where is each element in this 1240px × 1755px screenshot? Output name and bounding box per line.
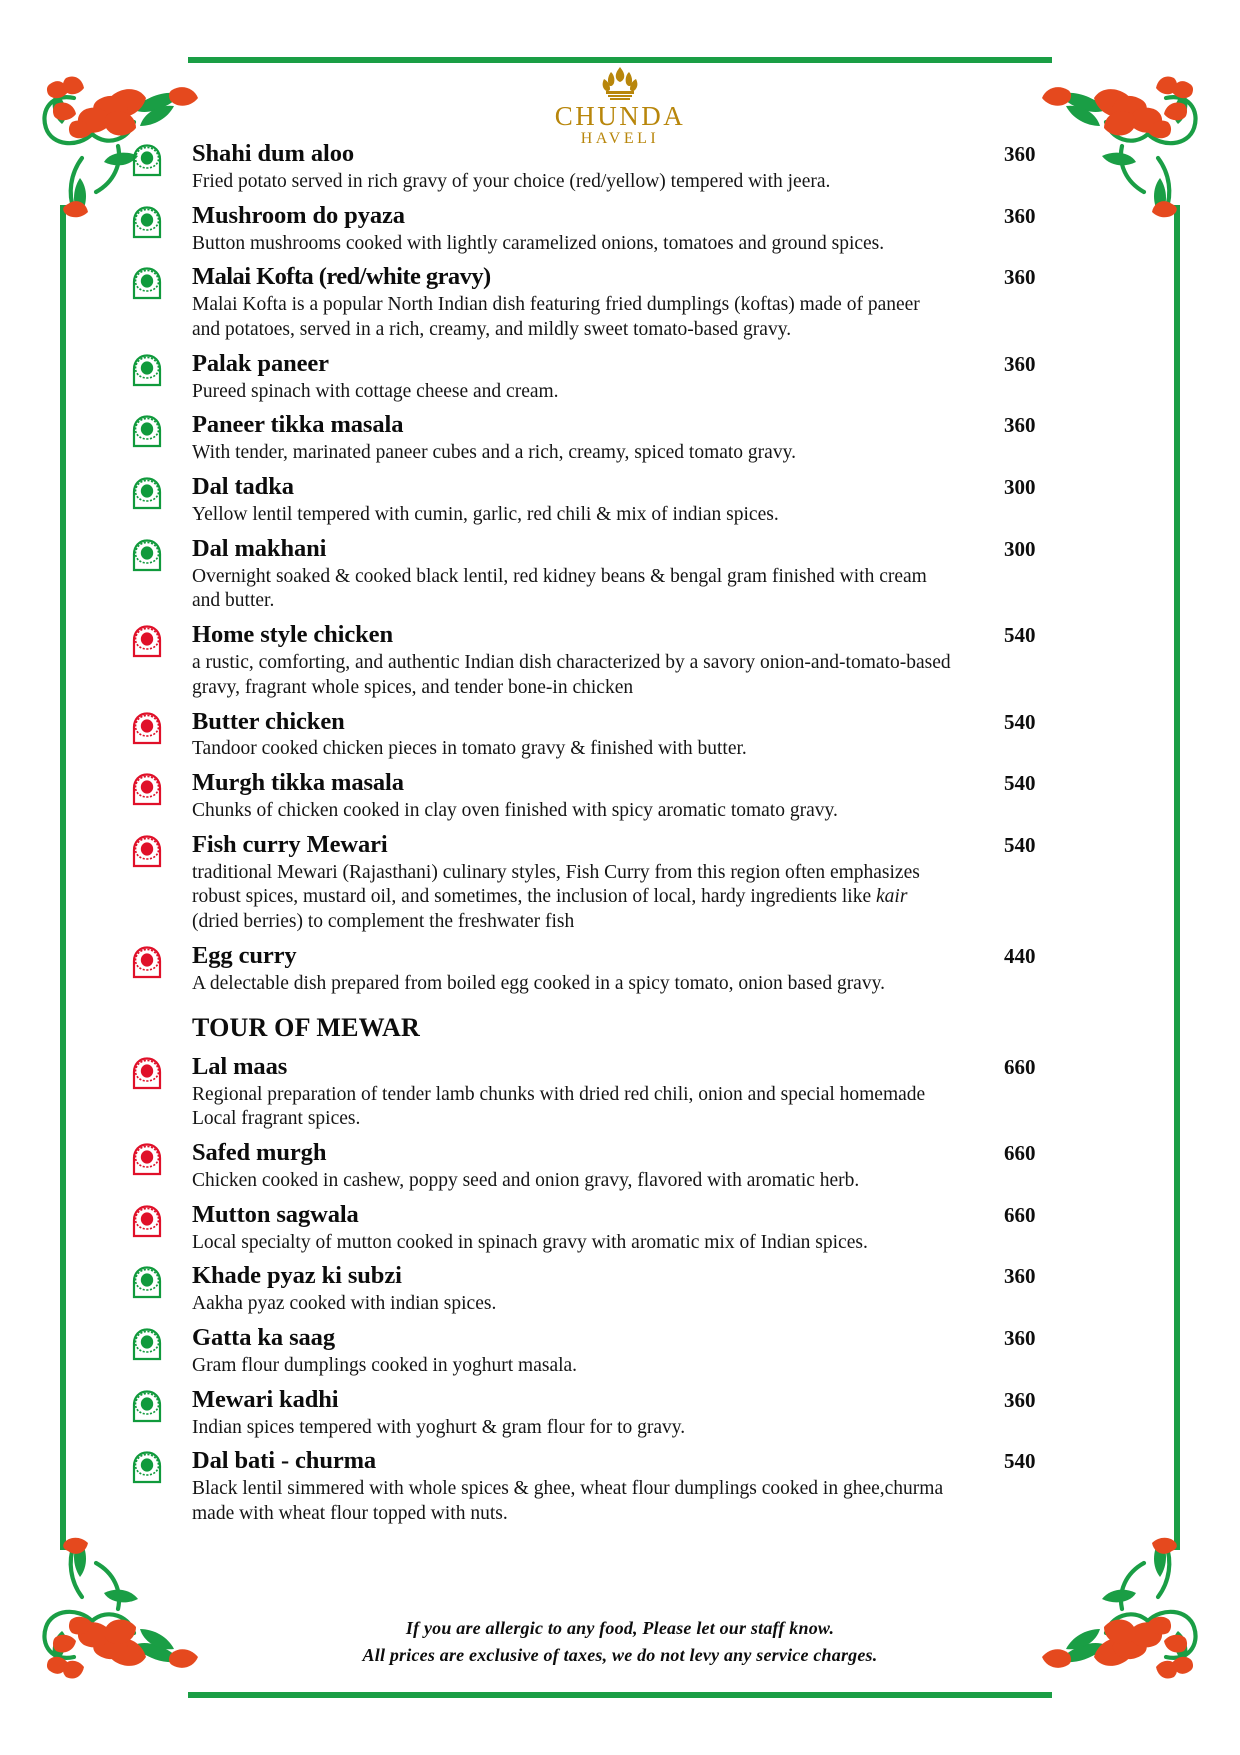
menu-item-price: 360 (1004, 1326, 1036, 1350)
menu-item[interactable] (130, 1324, 1090, 1379)
ornamental-crest-icon (597, 66, 643, 100)
menu-item-price: 360 (1004, 1264, 1036, 1289)
menu-item[interactable] (130, 769, 1090, 824)
menu-item-description: Local specialty of mutton cooked in spinach gravy with aromatic mix of Indian spices. (192, 1231, 868, 1253)
menu-item-name: Paneer tikka masala (192, 411, 404, 439)
veg-indicator-icon (130, 353, 164, 387)
menu-item-header (192, 535, 1090, 564)
menu-item-header (192, 1386, 1090, 1415)
menu-item[interactable] (130, 708, 1090, 763)
menu-item-description: Chicken cooked in cashew, poppy seed and onion gravy, flavored with aromatic herb. (192, 1169, 860, 1191)
menu-item-description: a rustic, comforting, and authentic Indian dish characterized by a savory onion-and-tomato-based gravy, fragrant whole spices, and tender bone-in chicken (192, 652, 951, 698)
menu-item-header (192, 1201, 1090, 1230)
menu-item-header (192, 621, 1090, 650)
non-veg-indicator-icon (130, 1142, 164, 1176)
menu-item-price: 360 (1004, 203, 1036, 228)
menu-item-header (192, 1324, 1090, 1353)
veg-indicator-icon (130, 414, 164, 448)
menu-item-price: 660 (1004, 1141, 1036, 1166)
menu-item-description: With tender, marinated paneer cubes and a rich, creamy, spiced tomato gravy. (192, 442, 796, 464)
veg-indicator-icon (130, 1450, 164, 1484)
veg-indicator-icon (130, 1265, 164, 1299)
menu-item-header (192, 411, 1090, 440)
menu-item-name: Malai Kofta (red/white gravy) (192, 263, 491, 291)
menu-item-description: Malai Kofta is a popular North Indian dish featuring fried dumplings (koftas) made of paneer and potatoes, served in a rich, creamy, and mildly sweet tomato-based gravy. (192, 294, 920, 340)
menu-item-name: Mutton sagwala (192, 1200, 359, 1228)
menu-item-price: 360 (1004, 351, 1036, 376)
menu-item[interactable] (130, 140, 1090, 195)
menu-item-name: Mewari kadhi (192, 1385, 339, 1413)
menu-item[interactable] (130, 263, 1090, 342)
menu-item[interactable] (130, 1139, 1090, 1194)
tax-notice: All prices are exclusive of taxes, we do not levy any service charges. (362, 1645, 878, 1665)
veg-indicator-icon (130, 205, 164, 239)
menu-item-header (192, 1053, 1090, 1082)
veg-indicator-icon (130, 476, 164, 510)
non-veg-indicator-icon (130, 1056, 164, 1090)
non-veg-indicator-icon (130, 834, 164, 868)
menu-item-price: 440 (1004, 943, 1036, 968)
menu-item[interactable] (130, 621, 1090, 700)
non-veg-indicator-icon (130, 711, 164, 745)
non-veg-indicator-icon (130, 772, 164, 806)
menu-item-description: Gram flour dumplings cooked in yoghurt masala. (192, 1354, 578, 1376)
menu-item-header (192, 140, 1090, 169)
menu-item-price: 360 (1004, 1387, 1036, 1412)
menu-item-header (192, 263, 1090, 292)
menu-item-description: Tandoor cooked chicken pieces in tomato gravy & finished with butter. (192, 738, 747, 760)
menu-item-description: Regional preparation of tender lamb chunks with dried red chili, onion and special homemade Local fragrant spices. (192, 1083, 926, 1130)
menu-item-header (192, 202, 1090, 231)
menu-item-name: Dal bati - churma (192, 1447, 377, 1475)
menu-item-name: Lal maas (192, 1052, 288, 1080)
menu-item-name: Safed murgh (192, 1139, 327, 1167)
menu-item-name: Dal tadka (192, 473, 294, 501)
veg-indicator-icon (130, 538, 164, 572)
veg-indicator-icon (130, 266, 164, 300)
menu-item[interactable] (130, 473, 1090, 528)
menu-item-price: 300 (1004, 536, 1036, 561)
menu-item[interactable] (130, 202, 1090, 257)
menu-item-description: A delectable dish prepared from boiled egg cooked in a spicy tomato, onion based gravy. (192, 972, 885, 994)
menu-item[interactable] (130, 1053, 1090, 1132)
menu-item-price: 660 (1004, 1054, 1036, 1079)
menu-item-name: Palak paneer (192, 349, 329, 377)
brand-subtitle: HAVELI (580, 130, 660, 148)
veg-indicator-icon (130, 1327, 164, 1361)
border-top (188, 57, 1052, 63)
menu-item-price: 300 (1004, 475, 1036, 500)
menu-item-name: Shahi dum aloo (192, 140, 355, 167)
menu-item[interactable] (130, 831, 1090, 935)
menu-item-price: 540 (1004, 623, 1036, 648)
non-veg-indicator-icon (130, 624, 164, 658)
menu-item-name: Gatta ka saag (192, 1324, 335, 1351)
menu-item-description: Fried potato served in rich gravy of your choice (red/yellow) tempered with jeera. (192, 170, 831, 192)
border-bottom (188, 1692, 1052, 1698)
menu-item-name: Khade pyaz ki subzi (192, 1262, 402, 1290)
menu-item-header (192, 831, 1090, 860)
menu-item-price: 540 (1004, 709, 1036, 734)
brand-name: CHUNDA (554, 101, 686, 131)
section-title-tour-of-mewar: TOUR OF MEWAR (192, 1012, 420, 1042)
menu-item-name: Dal makhani (192, 534, 327, 562)
menu-item-price: 540 (1004, 771, 1036, 796)
border-left (60, 205, 66, 1550)
menu-item[interactable] (130, 1386, 1090, 1441)
menu-item-name: Egg curry (192, 941, 297, 969)
menu-item-header (192, 350, 1090, 379)
menu-item-description: Aakha pyaz cooked with indian spices. (192, 1293, 497, 1315)
menu-item-description: Yellow lentil tempered with cumin, garlic, red chili & mix of indian spices. (192, 503, 779, 525)
allergy-notice: If you are allergic to any food, Please let our staff know. (405, 1618, 835, 1638)
menu-item-name: Mushroom do pyaza (192, 201, 405, 229)
menu-item-description: Indian spices tempered with yoghurt & gram flour for to gravy. (192, 1416, 686, 1438)
menu-item-price: 540 (1004, 1449, 1036, 1474)
menu-item-header (192, 769, 1090, 798)
menu-item-price: 360 (1004, 265, 1036, 290)
footer-notes (0, 1615, 1240, 1669)
non-veg-indicator-icon (130, 1204, 164, 1238)
menu-item-header (192, 1139, 1090, 1168)
menu-item[interactable] (130, 1262, 1090, 1317)
border-right (1174, 205, 1180, 1550)
menu-item[interactable] (130, 942, 1090, 997)
menu-item-price: 360 (1004, 142, 1036, 166)
menu-item-name: Butter chicken (192, 707, 345, 735)
menu-item-name: Home style chicken (192, 621, 393, 649)
menu-item-header (192, 1262, 1090, 1291)
menu-item[interactable] (130, 535, 1090, 614)
menu-item-price: 660 (1004, 1202, 1036, 1227)
menu-item-price: 540 (1004, 832, 1036, 857)
brand-logo (0, 66, 1240, 148)
menu-item-description: Overnight soaked & cooked black lentil, red kidney beans & bengal gram finished with cream and butter. (192, 565, 927, 612)
menu-item-header (192, 473, 1090, 502)
menu-item-description: traditional Mewari (Rajasthani) culinary styles, Fish Curry from this region often emphasizes robust spices, mustard oil, and sometimes, the inclusion of local, hardy ingredients like kair (dried berries) to complement the freshwater fish (192, 861, 920, 933)
menu-item-description: Pureed spinach with cottage cheese and cream. (192, 380, 559, 402)
menu-list (130, 140, 1090, 1534)
menu-item[interactable] (130, 1201, 1090, 1256)
menu-item-description: Chunks of chicken cooked in clay oven finished with spicy aromatic tomato gravy. (192, 800, 838, 822)
menu-item-header (192, 708, 1090, 737)
menu-item-header (192, 1447, 1090, 1476)
menu-item-description: Button mushrooms cooked with lightly caramelized onions, tomatoes and ground spices. (192, 232, 885, 254)
menu-item-header (192, 942, 1090, 971)
menu-item[interactable] (130, 350, 1090, 405)
menu-item-price: 360 (1004, 413, 1036, 438)
menu-item-name: Fish curry Mewari (192, 830, 388, 858)
veg-indicator-icon (130, 1389, 164, 1423)
menu-item-description: Black lentil simmered with whole spices & ghee, wheat flour dumplings cooked in ghee,churma made with wheat flour topped with nuts. (192, 1478, 944, 1524)
veg-indicator-icon (130, 143, 164, 177)
non-veg-indicator-icon (130, 945, 164, 979)
menu-item[interactable] (130, 411, 1090, 466)
menu-item[interactable] (130, 1447, 1090, 1526)
menu-item-name: Murgh tikka masala (192, 769, 404, 797)
